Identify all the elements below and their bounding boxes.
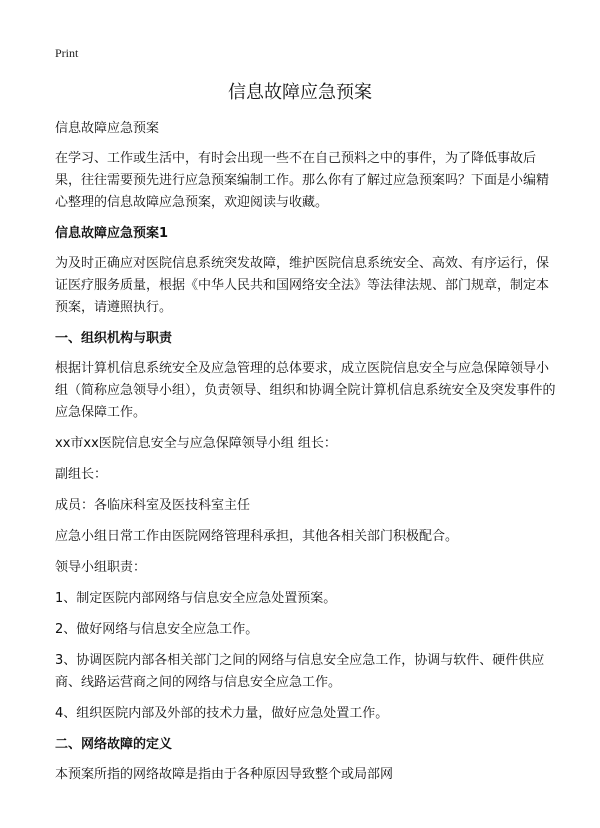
members-line: 成员：各临床科室及医技科室主任 bbox=[55, 498, 251, 513]
section-heading-organization: 一、组织机构与职责 bbox=[55, 331, 173, 346]
section-heading-definition: 二、网络故障的定义 bbox=[55, 737, 173, 752]
office-line: 应急小组日常工作由医院网络管理科承担，其他各相关部门积极配合。 bbox=[55, 529, 459, 544]
duty-item: 2、做好网络与信息安全应急工作。 bbox=[55, 622, 259, 637]
plan1-paragraph: 为及时正确应对医院信息系统突发故障，维护医院信息系统安全、高效、有序运行，保证医疗服务质量，根据《中华人民共和国网络安全法》等法律法规、部门规章，制定本预案，请遵照执行。 bbox=[55, 256, 550, 315]
print-label: Print bbox=[55, 46, 79, 60]
duty-item: 4、组织医院内部及外部的技术力量，做好应急处置工作。 bbox=[55, 706, 389, 721]
deputy-leader-line: 副组长： bbox=[55, 467, 108, 482]
duty-item: 3、协调医院内部各相关部门之间的网络与信息安全应急工作，协调与软件、硬件供应商、线路运营商之间的网络与信息安全应急工作。 bbox=[55, 653, 545, 690]
document-body bbox=[55, 118, 556, 795]
group-leader-line: xx市xx医院信息安全与应急保障领导小组 组长： bbox=[55, 436, 337, 451]
definition-paragraph: 本预案所指的网络故障是指由于各种原因导致整个或局部网 bbox=[55, 767, 394, 782]
intro-paragraph: 在学习、工作或生活中，有时会出现一些不在自己预料之中的事件，为了降低事故后果，往往需要预先进行应急预案编制工作。那么你有了解过应急预案吗？下面是小编精心整理的信息故障应急预案，欢迎阅读与收藏。 bbox=[55, 151, 550, 210]
organization-paragraph: 根据计算机信息系统安全及应急管理的总体要求，成立医院信息安全与应急保障领导小组（简称应急领导小组），负责领导、组织和协调全院计算机信息系统安全及突发事件的应急保障工作。 bbox=[55, 361, 556, 420]
document-subtitle: 信息故障应急预案 bbox=[55, 121, 160, 136]
section-heading-plan1: 信息故障应急预案1 bbox=[55, 226, 169, 241]
duties-label: 领导小组职责： bbox=[55, 560, 147, 575]
document-title: 信息故障应急预案 bbox=[228, 82, 372, 103]
duty-item: 1、制定医院内部网络与信息安全应急处置预案。 bbox=[55, 591, 337, 606]
